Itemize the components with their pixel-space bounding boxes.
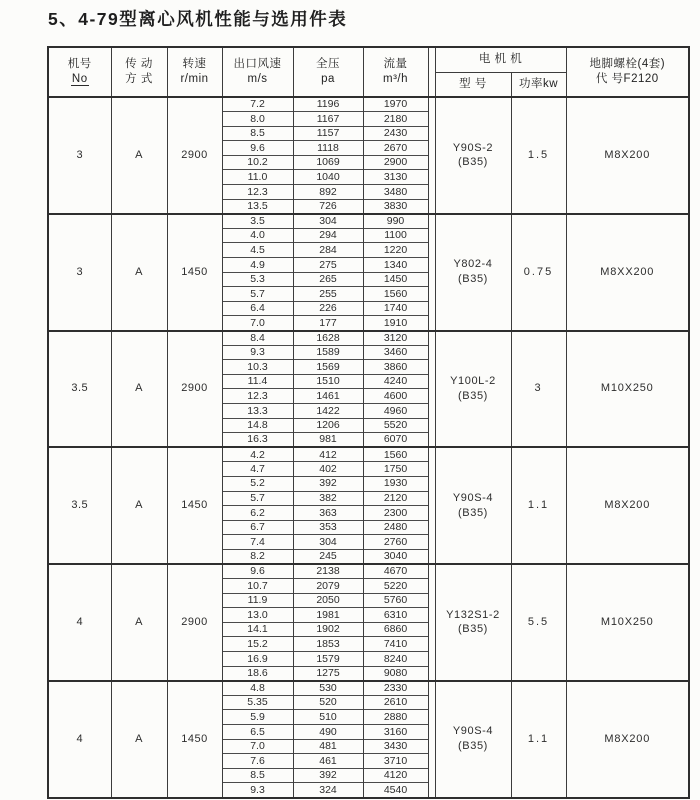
motor-frame-text: (B35) — [458, 623, 488, 636]
table-row — [48, 447, 689, 462]
velocity-cell: 16.9 — [222, 652, 293, 667]
header-spacer — [428, 47, 435, 97]
motor-power-cell: 1.1 — [511, 681, 566, 798]
drive-type-cell: A — [111, 447, 167, 564]
header-pressure-label: 全压 — [316, 58, 340, 71]
velocity-cell: 14.8 — [222, 418, 293, 433]
spacer-cell — [428, 564, 435, 681]
velocity-cell: 4.0 — [222, 228, 293, 243]
flow-cell: 3480 — [363, 185, 428, 200]
bolt-code-cell: M10X250 — [566, 564, 689, 681]
motor-frame-text: (B35) — [458, 506, 488, 519]
drive-type-cell: A — [111, 681, 167, 798]
flow-cell: 2880 — [363, 710, 428, 725]
pressure-cell: 461 — [293, 754, 363, 769]
pressure-cell: 392 — [293, 476, 363, 491]
header-flow-rate — [363, 47, 428, 97]
velocity-cell: 4.5 — [222, 243, 293, 258]
flow-cell: 5520 — [363, 418, 428, 433]
header-row-1 — [48, 47, 689, 72]
motor-model-text: Y802-4 — [453, 258, 493, 271]
header-speed — [167, 47, 222, 97]
velocity-cell: 4.9 — [222, 258, 293, 273]
pressure-cell: 520 — [293, 695, 363, 710]
table-row — [48, 331, 689, 346]
header-velocity-unit: m/s — [247, 73, 268, 85]
spacer-cell — [428, 214, 435, 331]
flow-cell: 4960 — [363, 403, 428, 418]
pressure-cell: 1275 — [293, 666, 363, 681]
table-row — [48, 97, 689, 112]
pressure-cell: 1902 — [293, 622, 363, 637]
fan-no-cell: 3 — [48, 97, 111, 214]
pressure-cell: 1589 — [293, 345, 363, 360]
motor-model-text: Y90S-4 — [452, 725, 494, 738]
velocity-cell: 4.7 — [222, 462, 293, 477]
header-drive-type — [111, 47, 167, 97]
header-drive-label: 传 动 — [125, 58, 153, 71]
pressure-cell: 490 — [293, 725, 363, 740]
flow-cell: 4540 — [363, 783, 428, 798]
header-motor-power: 功率kw — [511, 72, 566, 97]
motor-model-cell — [435, 214, 511, 331]
pressure-cell: 510 — [293, 710, 363, 725]
flow-cell: 1740 — [363, 301, 428, 316]
velocity-cell: 11.9 — [222, 593, 293, 608]
pressure-cell: 981 — [293, 433, 363, 448]
pressure-cell: 304 — [293, 214, 363, 229]
flow-cell: 1450 — [363, 272, 428, 287]
fan-block-4-1450 — [48, 681, 689, 798]
flow-cell: 4120 — [363, 768, 428, 783]
flow-cell: 8240 — [363, 652, 428, 667]
motor-power-cell: 3 — [511, 331, 566, 448]
pressure-cell: 412 — [293, 447, 363, 462]
flow-cell: 3130 — [363, 170, 428, 185]
motor-model-cell — [435, 564, 511, 681]
pressure-cell: 1981 — [293, 608, 363, 623]
velocity-cell: 8.4 — [222, 331, 293, 346]
fan-spec-table — [47, 46, 690, 799]
flow-cell: 1910 — [363, 316, 428, 331]
pressure-cell: 382 — [293, 491, 363, 506]
velocity-cell: 11.4 — [222, 374, 293, 389]
velocity-cell: 8.5 — [222, 126, 293, 141]
pressure-cell: 1196 — [293, 97, 363, 112]
motor-model-text: Y132S1-2 — [446, 608, 500, 621]
flow-cell: 2610 — [363, 695, 428, 710]
rpm-cell: 2900 — [167, 331, 222, 448]
pressure-cell: 1853 — [293, 637, 363, 652]
spacer-cell — [428, 331, 435, 448]
header-fan-no-unit: No — [71, 73, 88, 85]
velocity-cell: 5.9 — [222, 710, 293, 725]
pressure-cell: 226 — [293, 301, 363, 316]
pressure-cell: 1069 — [293, 155, 363, 170]
flow-cell: 2330 — [363, 681, 428, 696]
header-flow-unit: m³/h — [383, 73, 408, 85]
fan-block-3_5-1450 — [48, 447, 689, 564]
velocity-cell: 12.3 — [222, 389, 293, 404]
rpm-cell: 1450 — [167, 214, 222, 331]
motor-model-cell — [435, 681, 511, 798]
flow-cell: 2760 — [363, 535, 428, 550]
flow-cell: 3460 — [363, 345, 428, 360]
header-fan-no — [48, 47, 111, 97]
pressure-cell: 294 — [293, 228, 363, 243]
header-speed-unit: r/min — [180, 73, 209, 85]
pressure-cell: 1118 — [293, 141, 363, 156]
table-row — [48, 214, 689, 229]
flow-cell: 1560 — [363, 447, 428, 462]
pressure-cell: 1569 — [293, 360, 363, 375]
flow-cell: 3430 — [363, 739, 428, 754]
header-motor-model: 型 号 — [435, 72, 511, 97]
velocity-cell: 3.5 — [222, 214, 293, 229]
velocity-cell: 8.2 — [222, 549, 293, 564]
velocity-cell: 7.0 — [222, 316, 293, 331]
header-drive-label2: 方 式 — [125, 73, 153, 85]
fan-no-cell: 4 — [48, 681, 111, 798]
velocity-cell: 11.0 — [222, 170, 293, 185]
velocity-cell: 6.7 — [222, 520, 293, 535]
pressure-cell: 481 — [293, 739, 363, 754]
velocity-cell: 5.7 — [222, 287, 293, 302]
motor-model-text: Y90S-2 — [452, 141, 494, 154]
pressure-cell: 1040 — [293, 170, 363, 185]
rpm-cell: 2900 — [167, 564, 222, 681]
velocity-cell: 5.7 — [222, 491, 293, 506]
velocity-cell: 6.5 — [222, 725, 293, 740]
flow-cell: 4670 — [363, 564, 428, 579]
pressure-cell: 275 — [293, 258, 363, 273]
pressure-cell: 392 — [293, 768, 363, 783]
flow-cell: 2670 — [363, 141, 428, 156]
flow-cell: 9080 — [363, 666, 428, 681]
spacer-cell — [428, 681, 435, 798]
velocity-cell: 6.4 — [222, 301, 293, 316]
header-motor-group: 电 机 机 — [435, 47, 566, 72]
flow-cell: 1220 — [363, 243, 428, 258]
table-header — [48, 47, 689, 97]
flow-cell: 6860 — [363, 622, 428, 637]
flow-cell: 3860 — [363, 360, 428, 375]
flow-cell: 6070 — [363, 433, 428, 448]
drive-type-cell: A — [111, 214, 167, 331]
velocity-cell: 16.3 — [222, 433, 293, 448]
motor-frame-text: (B35) — [458, 156, 488, 169]
bolt-code-cell: M10X250 — [566, 331, 689, 448]
motor-model-cell — [435, 97, 511, 214]
pressure-cell: 1628 — [293, 331, 363, 346]
motor-power-cell: 1.5 — [511, 97, 566, 214]
velocity-cell: 5.35 — [222, 695, 293, 710]
velocity-cell: 5.2 — [222, 476, 293, 491]
velocity-cell: 14.1 — [222, 622, 293, 637]
flow-cell: 5220 — [363, 579, 428, 594]
pressure-cell: 2079 — [293, 579, 363, 594]
velocity-cell: 13.0 — [222, 608, 293, 623]
motor-power-cell: 0.75 — [511, 214, 566, 331]
flow-cell: 1340 — [363, 258, 428, 273]
motor-frame-text: (B35) — [458, 273, 488, 286]
flow-cell: 3120 — [363, 331, 428, 346]
table-row — [48, 681, 689, 696]
flow-cell: 2480 — [363, 520, 428, 535]
pressure-cell: 1422 — [293, 403, 363, 418]
fan-no-cell: 3.5 — [48, 331, 111, 448]
flow-cell: 4240 — [363, 374, 428, 389]
velocity-cell: 7.4 — [222, 535, 293, 550]
header-bolt-label: 地脚螺栓(4套) — [589, 58, 666, 71]
header-fan-no-label: 机号 — [67, 58, 92, 71]
page-title: 5、4-79型离心风机性能与选用件表 — [48, 9, 348, 29]
header-total-pressure — [293, 47, 363, 97]
velocity-cell: 13.3 — [222, 403, 293, 418]
fan-block-3-2900 — [48, 97, 689, 214]
velocity-cell: 7.2 — [222, 97, 293, 112]
rpm-cell: 2900 — [167, 97, 222, 214]
flow-cell: 6310 — [363, 608, 428, 623]
header-velocity-label: 出口风速 — [233, 58, 282, 71]
flow-cell: 1970 — [363, 97, 428, 112]
flow-cell: 2430 — [363, 126, 428, 141]
flow-cell: 3040 — [363, 549, 428, 564]
pressure-cell: 892 — [293, 185, 363, 200]
bolt-code-cell: M8X200 — [566, 681, 689, 798]
flow-cell: 1100 — [363, 228, 428, 243]
pressure-cell: 363 — [293, 506, 363, 521]
motor-model-cell — [435, 331, 511, 448]
flow-cell: 2900 — [363, 155, 428, 170]
pressure-cell: 1157 — [293, 126, 363, 141]
velocity-cell: 18.6 — [222, 666, 293, 681]
pressure-cell: 177 — [293, 316, 363, 331]
fan-block-4-2900 — [48, 564, 689, 681]
flow-cell: 1560 — [363, 287, 428, 302]
flow-cell: 2180 — [363, 112, 428, 127]
velocity-cell: 10.2 — [222, 155, 293, 170]
header-speed-label: 转速 — [182, 58, 207, 71]
motor-frame-text: (B35) — [458, 740, 488, 753]
pressure-cell: 255 — [293, 287, 363, 302]
header-flow-label: 流量 — [383, 58, 408, 71]
pressure-cell: 402 — [293, 462, 363, 477]
bolt-code-cell: M8X200 — [566, 447, 689, 564]
flow-cell: 3830 — [363, 199, 428, 214]
pressure-cell: 1579 — [293, 652, 363, 667]
velocity-cell: 9.6 — [222, 564, 293, 579]
flow-cell: 1750 — [363, 462, 428, 477]
spacer-cell — [428, 447, 435, 564]
flow-cell: 3160 — [363, 725, 428, 740]
motor-power-cell: 5.5 — [511, 564, 566, 681]
velocity-cell: 12.3 — [222, 185, 293, 200]
fan-no-cell: 3.5 — [48, 447, 111, 564]
fan-block-3_5-2900 — [48, 331, 689, 448]
velocity-cell: 7.6 — [222, 754, 293, 769]
spacer-cell — [428, 97, 435, 214]
pressure-cell: 1206 — [293, 418, 363, 433]
flow-cell: 3710 — [363, 754, 428, 769]
motor-model-cell — [435, 447, 511, 564]
pressure-cell: 304 — [293, 535, 363, 550]
velocity-cell: 6.2 — [222, 506, 293, 521]
pressure-cell: 1167 — [293, 112, 363, 127]
fan-block-3-1450 — [48, 214, 689, 331]
flow-cell: 7410 — [363, 637, 428, 652]
pressure-cell: 2050 — [293, 593, 363, 608]
motor-frame-text: (B35) — [458, 389, 488, 402]
pressure-cell: 1461 — [293, 389, 363, 404]
velocity-cell: 10.7 — [222, 579, 293, 594]
fan-no-cell: 3 — [48, 214, 111, 331]
velocity-cell: 8.0 — [222, 112, 293, 127]
velocity-cell: 5.3 — [222, 272, 293, 287]
velocity-cell: 9.6 — [222, 141, 293, 156]
bolt-code-cell: M8X200 — [566, 97, 689, 214]
table-row — [48, 564, 689, 579]
velocity-cell: 8.5 — [222, 768, 293, 783]
drive-type-cell: A — [111, 331, 167, 448]
velocity-cell: 4.8 — [222, 681, 293, 696]
velocity-cell: 10.3 — [222, 360, 293, 375]
fan-no-cell: 4 — [48, 564, 111, 681]
flow-cell: 4600 — [363, 389, 428, 404]
header-bolt-code: 代 号F2120 — [595, 73, 659, 85]
pressure-cell: 530 — [293, 681, 363, 696]
pressure-cell: 265 — [293, 272, 363, 287]
motor-power-cell: 1.1 — [511, 447, 566, 564]
pressure-cell: 2138 — [293, 564, 363, 579]
pressure-cell: 324 — [293, 783, 363, 798]
rpm-cell: 1450 — [167, 447, 222, 564]
velocity-cell: 15.2 — [222, 637, 293, 652]
pressure-cell: 353 — [293, 520, 363, 535]
pressure-cell: 1510 — [293, 374, 363, 389]
header-anchor-bolt — [566, 47, 689, 97]
header-outlet-velocity — [222, 47, 293, 97]
pressure-cell: 245 — [293, 549, 363, 564]
velocity-cell: 7.0 — [222, 739, 293, 754]
pressure-cell: 726 — [293, 199, 363, 214]
velocity-cell: 9.3 — [222, 783, 293, 798]
header-pressure-unit: pa — [321, 73, 335, 85]
drive-type-cell: A — [111, 97, 167, 214]
flow-cell: 1930 — [363, 476, 428, 491]
flow-cell: 990 — [363, 214, 428, 229]
flow-cell: 2300 — [363, 506, 428, 521]
bolt-code-cell: M8XX200 — [566, 214, 689, 331]
velocity-cell: 13.5 — [222, 199, 293, 214]
velocity-cell: 9.3 — [222, 345, 293, 360]
flow-cell: 2120 — [363, 491, 428, 506]
rpm-cell: 1450 — [167, 681, 222, 798]
motor-model-text: Y90S-4 — [452, 491, 494, 504]
velocity-cell: 4.2 — [222, 447, 293, 462]
drive-type-cell: A — [111, 564, 167, 681]
pressure-cell: 284 — [293, 243, 363, 258]
motor-model-text: Y100L-2 — [450, 375, 496, 388]
flow-cell: 5760 — [363, 593, 428, 608]
